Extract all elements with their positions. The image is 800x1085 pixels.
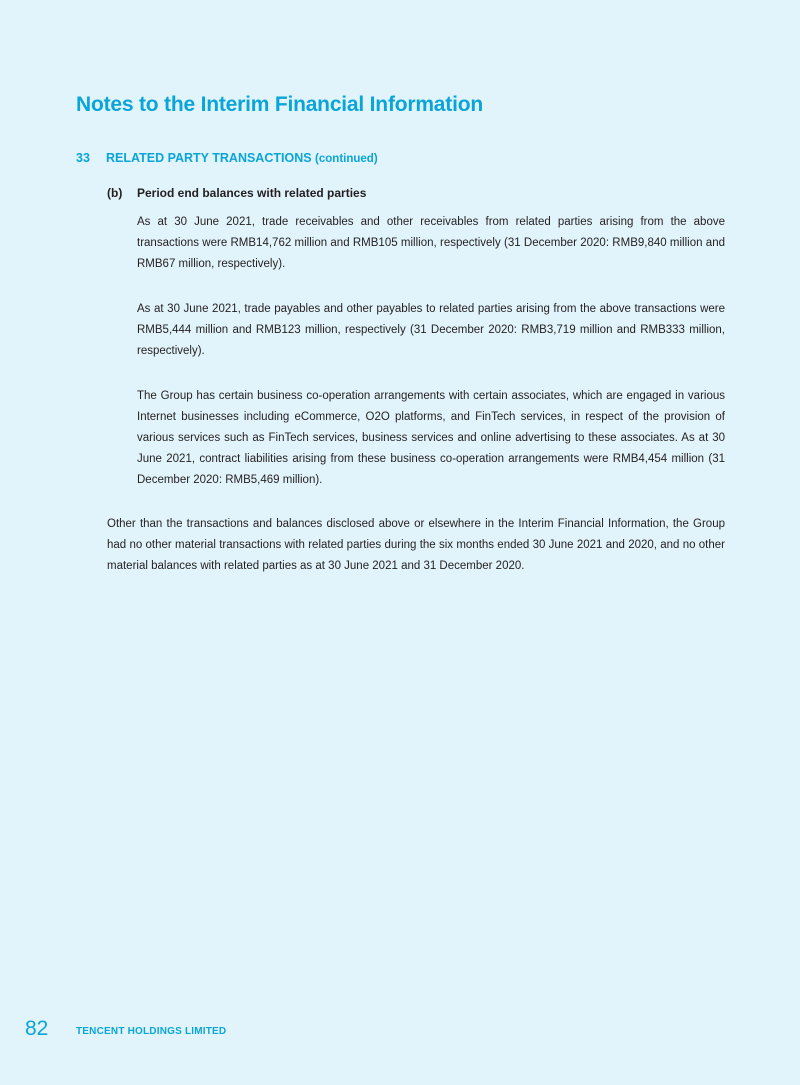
- subsection-title: Period end balances with related parties: [137, 186, 367, 200]
- section-heading: [76, 151, 378, 165]
- footer-company-name: TENCENT HOLDINGS LIMITED: [76, 1026, 227, 1037]
- section-continued-label: (continued): [315, 153, 378, 165]
- paragraph-business-cooperation: The Group has certain business co-operation arrangements with certain associates, which are engaged in various Internet businesses including eCommerce, O2O platforms, and FinTech services, in respect of the provision of various services such as FinTech services, business services and online advertising to these associates. As at 30 June 2021, contract liabilities arising from these business co-operation arrangements were RMB4,454 million (31 December 2020: RMB5,469 million).: [137, 390, 725, 486]
- section-title: RELATED PARTY TRANSACTIONS: [106, 151, 312, 165]
- page-title: Notes to the Interim Financial Information: [76, 93, 483, 116]
- footer-page-number: 82: [25, 1017, 49, 1040]
- paragraph-trade-payables: As at 30 June 2021, trade payables and other payables to related parties arising from the above transactions were RMB5,444 million and RMB123 million, respectively (31 December 2020: RMB3,719 million and RMB333 million, respectively).: [137, 303, 725, 357]
- paragraph-trade-receivables: As at 30 June 2021, trade receivables and other receivables from related parties arising from the above transactions were RMB14,762 million and RMB105 million, respectively (31 December 2020: RMB9,840 million and RMB67 million, respectively).: [137, 216, 725, 270]
- section-number: 33: [76, 151, 90, 165]
- subsection-heading: [107, 186, 366, 200]
- paragraph-other-transactions: Other than the transactions and balances disclosed above or elsewhere in the Interim Financial Information, the Group had no other material transactions with related parties during the six months ended 30 June 2021 and 2020, and no other material balances with related parties as at 30 June 2021 and 31 December 2020.: [107, 518, 725, 572]
- subsection-label: (b): [107, 186, 123, 200]
